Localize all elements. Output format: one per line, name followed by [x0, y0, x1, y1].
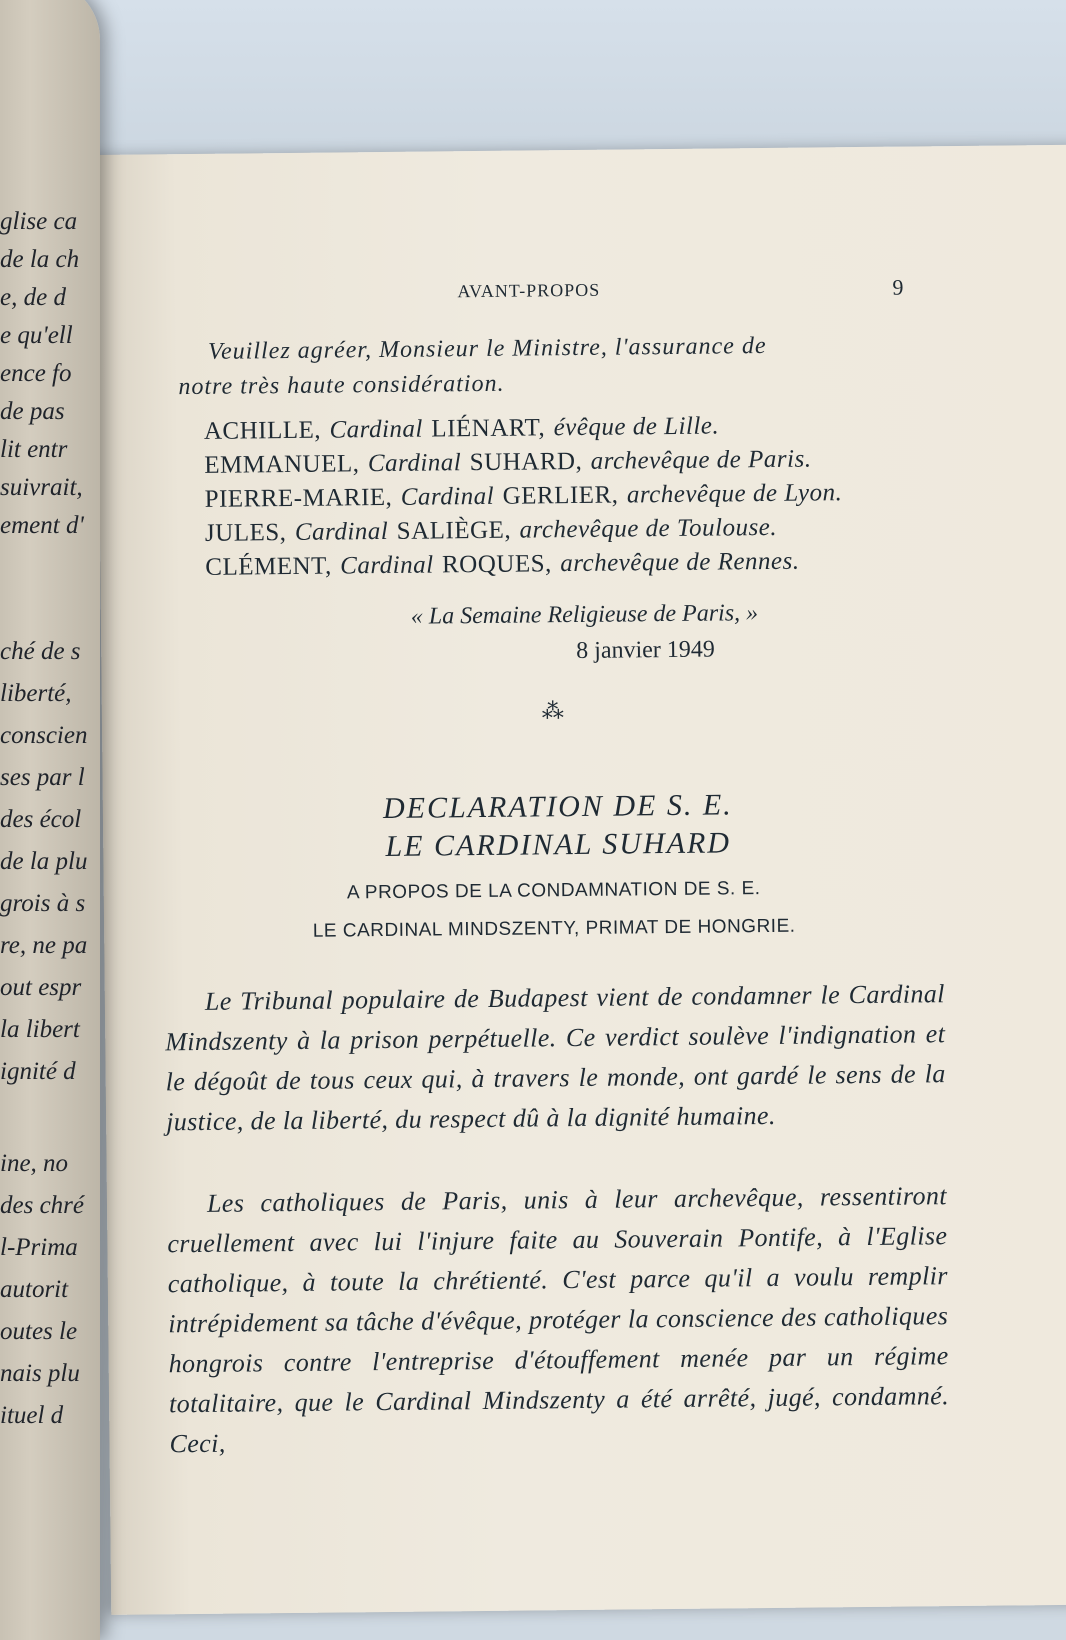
facing-page-fragment: autorit [0, 1276, 69, 1303]
facing-page-fragment: ses par l [0, 764, 85, 791]
facing-page-fragment: lit entr [0, 436, 68, 463]
signatory-last-name: GERLIER, [502, 481, 619, 510]
facing-page-fragment: ituel d [0, 1402, 64, 1429]
declaration-title: DECLARATION DE S. E. [382, 788, 733, 826]
signatory-last-name: SUHARD, [469, 447, 583, 477]
separator-asterism: ⁂ [541, 699, 564, 725]
book-page [96, 145, 1066, 1615]
signatory-title: Cardinal [400, 482, 495, 511]
facing-page-fragment: nais plu [0, 1360, 80, 1387]
signatory [205, 546, 800, 582]
facing-page-fragment: ement d' [0, 512, 84, 539]
signatory-title: Cardinal [294, 517, 389, 546]
facing-page-fragment: e qu'ell [0, 322, 73, 349]
signatory-see: archevêque de Lyon. [626, 479, 843, 509]
facing-page-fragment: ence fo [0, 360, 72, 387]
signatory-last-name: SALIÈGE, [396, 516, 512, 545]
signatory-first-name: JULES, [204, 519, 287, 547]
signatory-first-name: PIERRE-MARIE, [204, 483, 393, 513]
facing-page-fragment: de pas [0, 398, 65, 425]
facing-page-fragment: liberté, [0, 680, 72, 707]
facing-page-fragment: de la ch [0, 246, 80, 273]
signatory-title: Cardinal [340, 551, 434, 580]
facing-page-edge [0, 0, 100, 1640]
signatory-first-name: EMMANUEL, [204, 450, 360, 479]
body-paragraph: Les catholiques de Paris, unis à leur archevêque, ressentiront cruellement avec lui l'injure faite au Souverain Pontife, à l'Eglise catholique, à toute la chrétienté. C'est parce qu'il a voulu remplir intrépidement sa tâche d'évêque, protéger la conscience des catholiques hongrois contre l'entreprise d'étouffement menée par un régime totalitaire, que le Cardinal Mindszenty a été arrêté, jugé, condamné. Ceci, [167, 1181, 950, 1459]
facing-page-fragment: e, de d [0, 284, 66, 311]
facing-page-fragment: la libert [0, 1016, 80, 1043]
signatory-title: Cardinal [367, 449, 462, 478]
facing-page-fragment: grois à s [0, 890, 86, 917]
facing-page-fragment: re, ne pa [0, 932, 88, 959]
declaration-subtitle: LE CARDINAL MINDSZENTY, PRIMAT DE HONGRIE. [312, 915, 796, 942]
signatory-see: évêque de Lille. [553, 412, 720, 442]
signatory-first-name: CLÉMENT, [205, 552, 332, 581]
source-publication: « La Semaine Religieuse de Paris, » [410, 600, 759, 630]
facing-page-fragment: de la plu [0, 848, 88, 875]
signatory-see: archevêque de Toulouse. [519, 513, 778, 544]
closing-line: notre très haute considération. [178, 370, 505, 401]
facing-page-fragment: des écol [0, 806, 82, 833]
facing-page-fragment: glise ca [0, 208, 78, 235]
signatory-see: archevêque de Rennes. [560, 547, 800, 578]
signatory-last-name: LIÉNART, [431, 414, 546, 443]
signatory [204, 477, 842, 514]
facing-page-fragment: ignité d [0, 1058, 76, 1085]
signatory [205, 512, 777, 548]
running-head: AVANT-PROPOS [457, 279, 601, 302]
facing-page-fragment: ché de s [0, 638, 81, 665]
signatory-see: archevêque de Paris. [590, 445, 812, 475]
signatory-title: Cardinal [329, 415, 424, 444]
page-content [96, 145, 1066, 1615]
facing-page-fragment: des chré [0, 1192, 84, 1219]
facing-page-fragment: suivrait, [0, 474, 83, 501]
declaration-subtitle: A PROPOS DE LA CONDAMNATION DE S. E. [346, 878, 761, 904]
facing-page-fragment: l-Prima [0, 1234, 78, 1261]
facing-page-fragment: outes le [0, 1318, 78, 1345]
signatory-first-name: ACHILLE, [203, 416, 322, 445]
facing-page-fragment: ine, no [0, 1150, 69, 1177]
body-paragraph: Le Tribunal populaire de Budapest vient de condamner le Cardinal Mindszenty à la prison perpétuelle. Ce verdict soulève l'indignation et le dégoût de tous ceux qui, à travers le monde, ont gardé le sens de la justice, de la liberté, du respect dû à la dignité humaine. [165, 979, 946, 1137]
facing-page-fragment: conscien [0, 722, 88, 749]
page-number: 9 [892, 274, 904, 300]
facing-page-fragment: out espr [0, 974, 82, 1001]
declaration-title: LE CARDINAL SUHARD [385, 826, 732, 864]
signatory [204, 410, 720, 445]
closing-line: Veuillez agréer, Monsieur le Ministre, l'assurance de [207, 332, 767, 365]
signatory [204, 444, 812, 480]
source-date: 8 janvier 1949 [576, 636, 715, 664]
signatory-last-name: ROQUES, [441, 550, 552, 579]
